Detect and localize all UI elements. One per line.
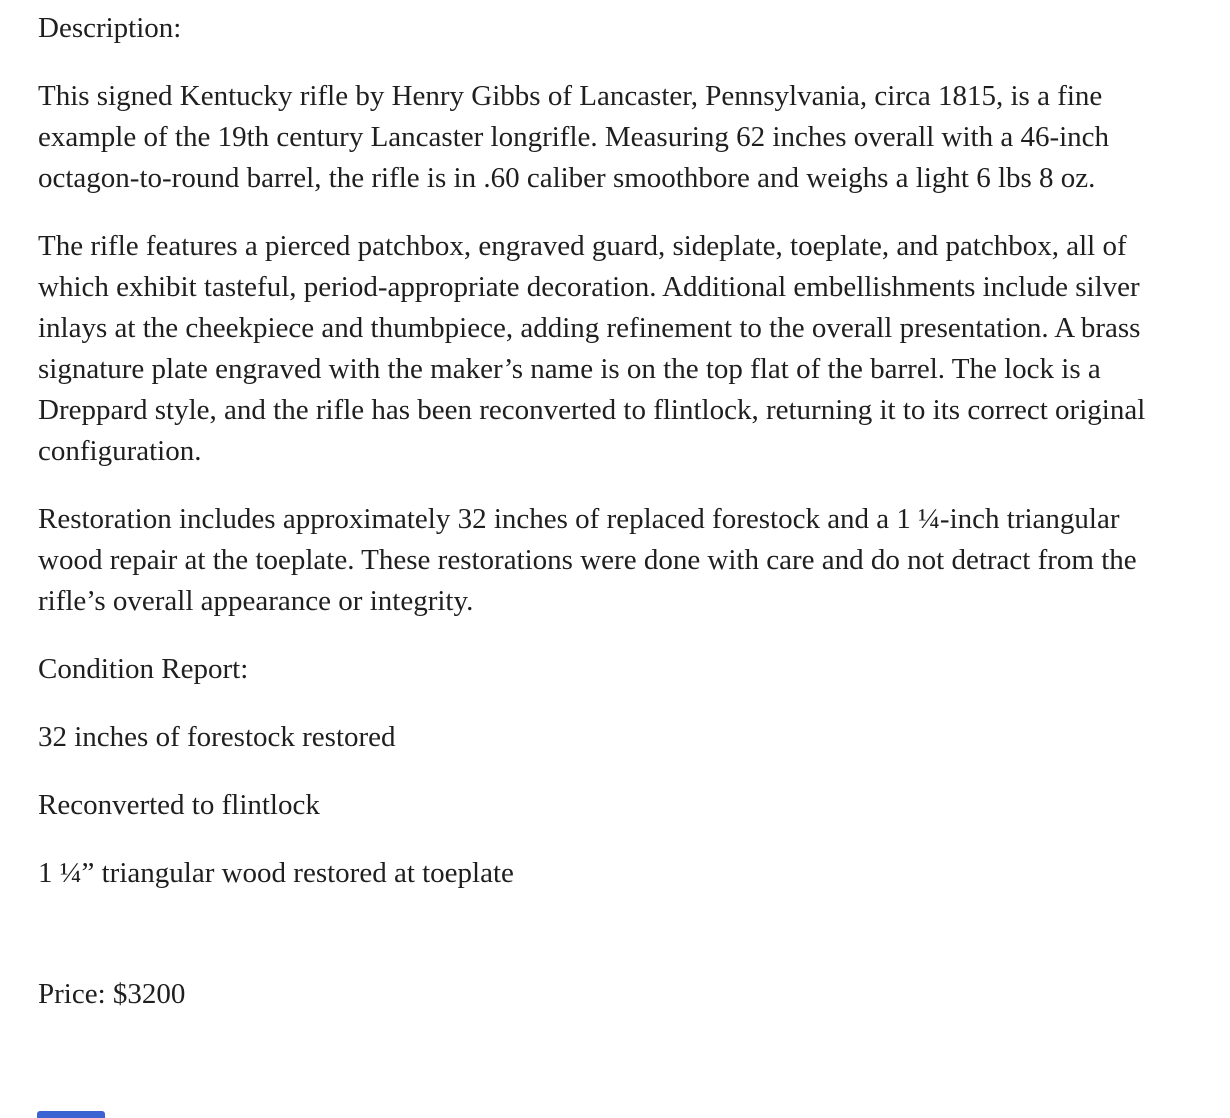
price-line: Price: $3200	[38, 978, 186, 1010]
cutoff-blue-button-edge[interactable]	[37, 1111, 105, 1118]
condition-item-toeplate: 1 ¼” triangular wood restored at toeplate	[38, 857, 514, 889]
description-paragraph-features: The rifle features a pierced patchbox, engraved guard, sideplate, toeplate, and patchbox, all of which exhibit tasteful, period-appropriate decoration. Additional embellishments include silver inlays at the cheekpiece and thumbpiece, adding refinement to the overall presentation. A brass signature plate engraved with the maker’s name is on the top flat of the barrel. The lock is a Dreppard style, and the rifle has been reconverted to flintlock, returning it to its correct original configuration.	[38, 230, 1146, 467]
description-heading: Description:	[38, 12, 182, 44]
condition-report-heading: Condition Report:	[38, 653, 249, 685]
listing-description-content	[38, 8, 1163, 1015]
description-paragraph-restoration: Restoration includes approximately 32 inches of replaced forestock and a 1 ¼-inch triangular wood repair at the toeplate. These restorations were done with care and do not detract from the rifle’s overall appearance or integrity.	[38, 503, 1137, 617]
description-paragraph-overview: This signed Kentucky rifle by Henry Gibbs of Lancaster, Pennsylvania, circa 1815, is a fine example of the 19th century Lancaster longrifle. Measuring 62 inches overall with a 46-inch octagon-to-round barrel, the rifle is in .60 caliber smoothbore and weighs a light 6 lbs 8 oz.	[38, 80, 1110, 194]
blank-spacer	[38, 921, 1163, 974]
condition-item-flintlock: Reconverted to flintlock	[38, 789, 320, 821]
condition-item-forestock: 32 inches of forestock restored	[38, 721, 396, 753]
